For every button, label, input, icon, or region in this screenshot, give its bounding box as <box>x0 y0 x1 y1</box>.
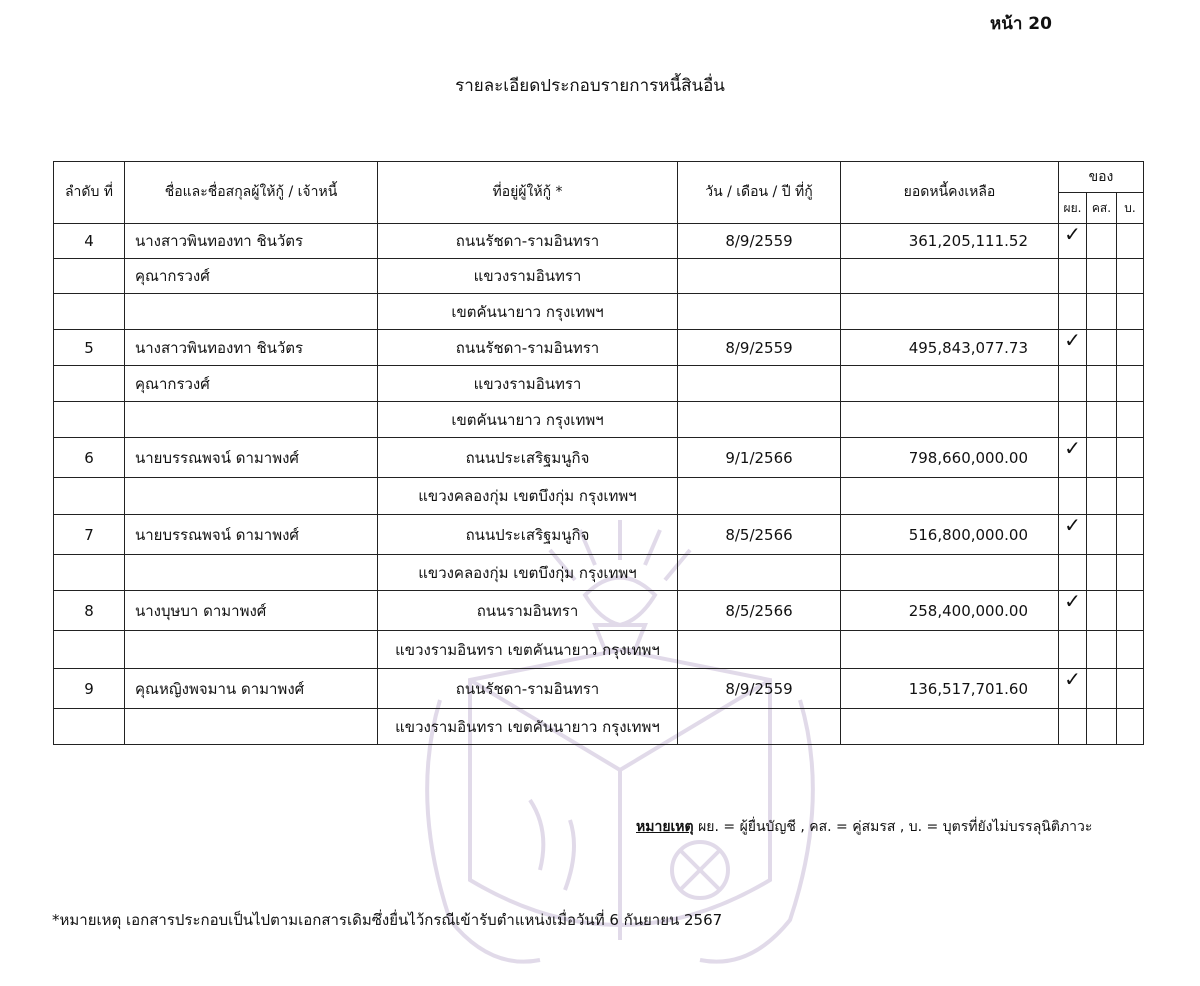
row-date <box>678 402 841 438</box>
table-row <box>54 555 1144 591</box>
row-check-child <box>1117 709 1144 745</box>
row-number <box>54 709 125 745</box>
row-address: แขวงรามอินทรา เขตคันนายาว กรุงเทพฯ <box>378 631 678 669</box>
row-name: คุณากรวงศ์ <box>125 366 378 402</box>
row-balance: 516,800,000.00 <box>841 515 1059 555</box>
header-date: วัน / เดือน / ปี ที่กู้ <box>678 162 841 224</box>
remark <box>636 816 1092 838</box>
row-number: 5 <box>54 330 125 366</box>
row-check-child <box>1117 259 1144 294</box>
row-name: คุณากรวงศ์ <box>125 259 378 294</box>
header-owner-child: บ. <box>1117 193 1144 224</box>
row-name: นางบุษบา ดามาพงศ์ <box>125 591 378 631</box>
row-address: ถนนรัชดา-รามอินทรา <box>378 224 678 259</box>
row-check-child <box>1117 224 1144 259</box>
row-address: ถนนประเสริฐมนูกิจ <box>378 438 678 478</box>
row-check-spouse <box>1087 631 1117 669</box>
row-date: 8/5/2566 <box>678 591 841 631</box>
table-row <box>54 259 1144 294</box>
row-check-spouse <box>1087 294 1117 330</box>
row-check-spouse <box>1087 438 1117 478</box>
row-address: เขตคันนายาว กรุงเทพฯ <box>378 294 678 330</box>
row-date: 9/1/2566 <box>678 438 841 478</box>
row-number <box>54 259 125 294</box>
row-check-child <box>1117 330 1144 366</box>
header-balance: ยอดหนี้คงเหลือ <box>841 162 1059 224</box>
row-name: นางสาวพินทองทา ชินวัตร <box>125 224 378 259</box>
row-check-child <box>1117 631 1144 669</box>
row-number <box>54 555 125 591</box>
row-check-filer <box>1059 478 1087 515</box>
row-name <box>125 478 378 515</box>
table-body <box>54 224 1144 745</box>
row-number: 9 <box>54 669 125 709</box>
row-check-spouse <box>1087 330 1117 366</box>
row-check-filer: ✓ <box>1059 591 1087 631</box>
footnote: *หมายเหตุ เอกสารประกอบเป็นไปตามเอกสารเดิมซึ่งยื่นไว้กรณีเข้ารับตำแหน่งเมื่อวันที่ 6 กันยายน 2567 <box>52 911 723 929</box>
row-balance <box>841 555 1059 591</box>
header-owner-spouse: คส. <box>1087 193 1117 224</box>
row-number <box>54 631 125 669</box>
row-balance: 798,660,000.00 <box>841 438 1059 478</box>
row-address: แขวงรามอินทรา <box>378 366 678 402</box>
remark-text: ผย. = ผู้ยื่นบัญชี , คส. = คู่สมรส , บ. = บุตรที่ยังไม่บรรลุนิติภาวะ <box>693 819 1093 835</box>
table-row <box>54 478 1144 515</box>
row-date <box>678 478 841 515</box>
row-date <box>678 555 841 591</box>
row-check-filer: ✓ <box>1059 438 1087 478</box>
row-check-filer <box>1059 366 1087 402</box>
row-check-filer <box>1059 294 1087 330</box>
row-check-filer: ✓ <box>1059 669 1087 709</box>
row-address: แขวงรามอินทรา เขตคันนายาว กรุงเทพฯ <box>378 709 678 745</box>
row-check-filer: ✓ <box>1059 330 1087 366</box>
row-check-child <box>1117 591 1144 631</box>
row-check-filer <box>1059 631 1087 669</box>
row-check-spouse <box>1087 478 1117 515</box>
row-balance <box>841 294 1059 330</box>
table-row <box>54 294 1144 330</box>
row-check-filer <box>1059 259 1087 294</box>
table-row <box>54 224 1144 259</box>
table-row <box>54 402 1144 438</box>
row-check-filer <box>1059 709 1087 745</box>
row-name <box>125 402 378 438</box>
row-check-child <box>1117 555 1144 591</box>
row-name: นายบรรณพจน์ ดามาพงศ์ <box>125 515 378 555</box>
document-title: รายละเอียดประกอบรายการหนี้สินอื่น <box>455 76 725 96</box>
row-check-spouse <box>1087 402 1117 438</box>
header-name: ชื่อและชื่อสกุลผู้ให้กู้ / เจ้าหนี้ <box>125 162 378 224</box>
row-address: ถนนรัชดา-รามอินทรา <box>378 330 678 366</box>
table-row <box>54 631 1144 669</box>
row-number: 4 <box>54 224 125 259</box>
row-address: ถนนรัชดา-รามอินทรา <box>378 669 678 709</box>
table-row <box>54 709 1144 745</box>
row-check-spouse <box>1087 555 1117 591</box>
row-check-filer: ✓ <box>1059 515 1087 555</box>
row-date <box>678 631 841 669</box>
row-check-spouse <box>1087 366 1117 402</box>
row-check-spouse <box>1087 709 1117 745</box>
row-check-child <box>1117 402 1144 438</box>
row-name <box>125 709 378 745</box>
table-row <box>54 669 1144 709</box>
header-no: ลำดับ ที่ <box>54 162 125 224</box>
row-date: 8/9/2559 <box>678 224 841 259</box>
row-number: 7 <box>54 515 125 555</box>
row-check-spouse <box>1087 591 1117 631</box>
table-row <box>54 438 1144 478</box>
row-date <box>678 366 841 402</box>
page-number: หน้า 20 <box>990 14 1052 34</box>
row-date <box>678 709 841 745</box>
table-row <box>54 591 1144 631</box>
row-balance: 136,517,701.60 <box>841 669 1059 709</box>
table-row <box>54 366 1144 402</box>
row-balance <box>841 631 1059 669</box>
row-balance <box>841 709 1059 745</box>
row-check-filer <box>1059 555 1087 591</box>
row-check-child <box>1117 515 1144 555</box>
row-check-child <box>1117 438 1144 478</box>
row-date <box>678 259 841 294</box>
row-address: แขวงคลองกุ่ม เขตบึงกุ่ม กรุงเทพฯ <box>378 555 678 591</box>
table-row <box>54 515 1144 555</box>
row-check-spouse <box>1087 669 1117 709</box>
row-check-child <box>1117 478 1144 515</box>
row-address: แขวงรามอินทรา <box>378 259 678 294</box>
row-number: 6 <box>54 438 125 478</box>
remark-label: หมายเหตุ <box>636 819 694 835</box>
row-check-spouse <box>1087 515 1117 555</box>
row-name <box>125 555 378 591</box>
row-balance <box>841 478 1059 515</box>
row-address: แขวงคลองกุ่ม เขตบึงกุ่ม กรุงเทพฯ <box>378 478 678 515</box>
row-check-child <box>1117 294 1144 330</box>
row-date <box>678 294 841 330</box>
table-row <box>54 330 1144 366</box>
row-check-child <box>1117 669 1144 709</box>
row-check-filer <box>1059 402 1087 438</box>
row-balance <box>841 366 1059 402</box>
header-address: ที่อยู่ผู้ให้กู้ * <box>378 162 678 224</box>
row-name: คุณหญิงพจมาน ดามาพงศ์ <box>125 669 378 709</box>
row-balance: 361,205,111.52 <box>841 224 1059 259</box>
row-address: ถนนรามอินทรา <box>378 591 678 631</box>
header-owner: ของ <box>1059 162 1144 193</box>
row-date: 8/5/2566 <box>678 515 841 555</box>
row-balance: 495,843,077.73 <box>841 330 1059 366</box>
row-name <box>125 631 378 669</box>
row-name: นายบรรณพจน์ ดามาพงศ์ <box>125 438 378 478</box>
row-check-child <box>1117 366 1144 402</box>
row-date: 8/9/2559 <box>678 669 841 709</box>
row-check-filer: ✓ <box>1059 224 1087 259</box>
row-check-spouse <box>1087 259 1117 294</box>
row-number <box>54 402 125 438</box>
row-balance <box>841 402 1059 438</box>
row-balance: 258,400,000.00 <box>841 591 1059 631</box>
row-number <box>54 366 125 402</box>
debt-table <box>53 161 1144 745</box>
row-balance <box>841 259 1059 294</box>
row-name <box>125 294 378 330</box>
row-date: 8/9/2559 <box>678 330 841 366</box>
row-number: 8 <box>54 591 125 631</box>
row-address: เขตคันนายาว กรุงเทพฯ <box>378 402 678 438</box>
row-address: ถนนประเสริฐมนูกิจ <box>378 515 678 555</box>
row-number <box>54 478 125 515</box>
row-number <box>54 294 125 330</box>
row-name: นางสาวพินทองทา ชินวัตร <box>125 330 378 366</box>
header-owner-filer: ผย. <box>1059 193 1087 224</box>
row-check-spouse <box>1087 224 1117 259</box>
